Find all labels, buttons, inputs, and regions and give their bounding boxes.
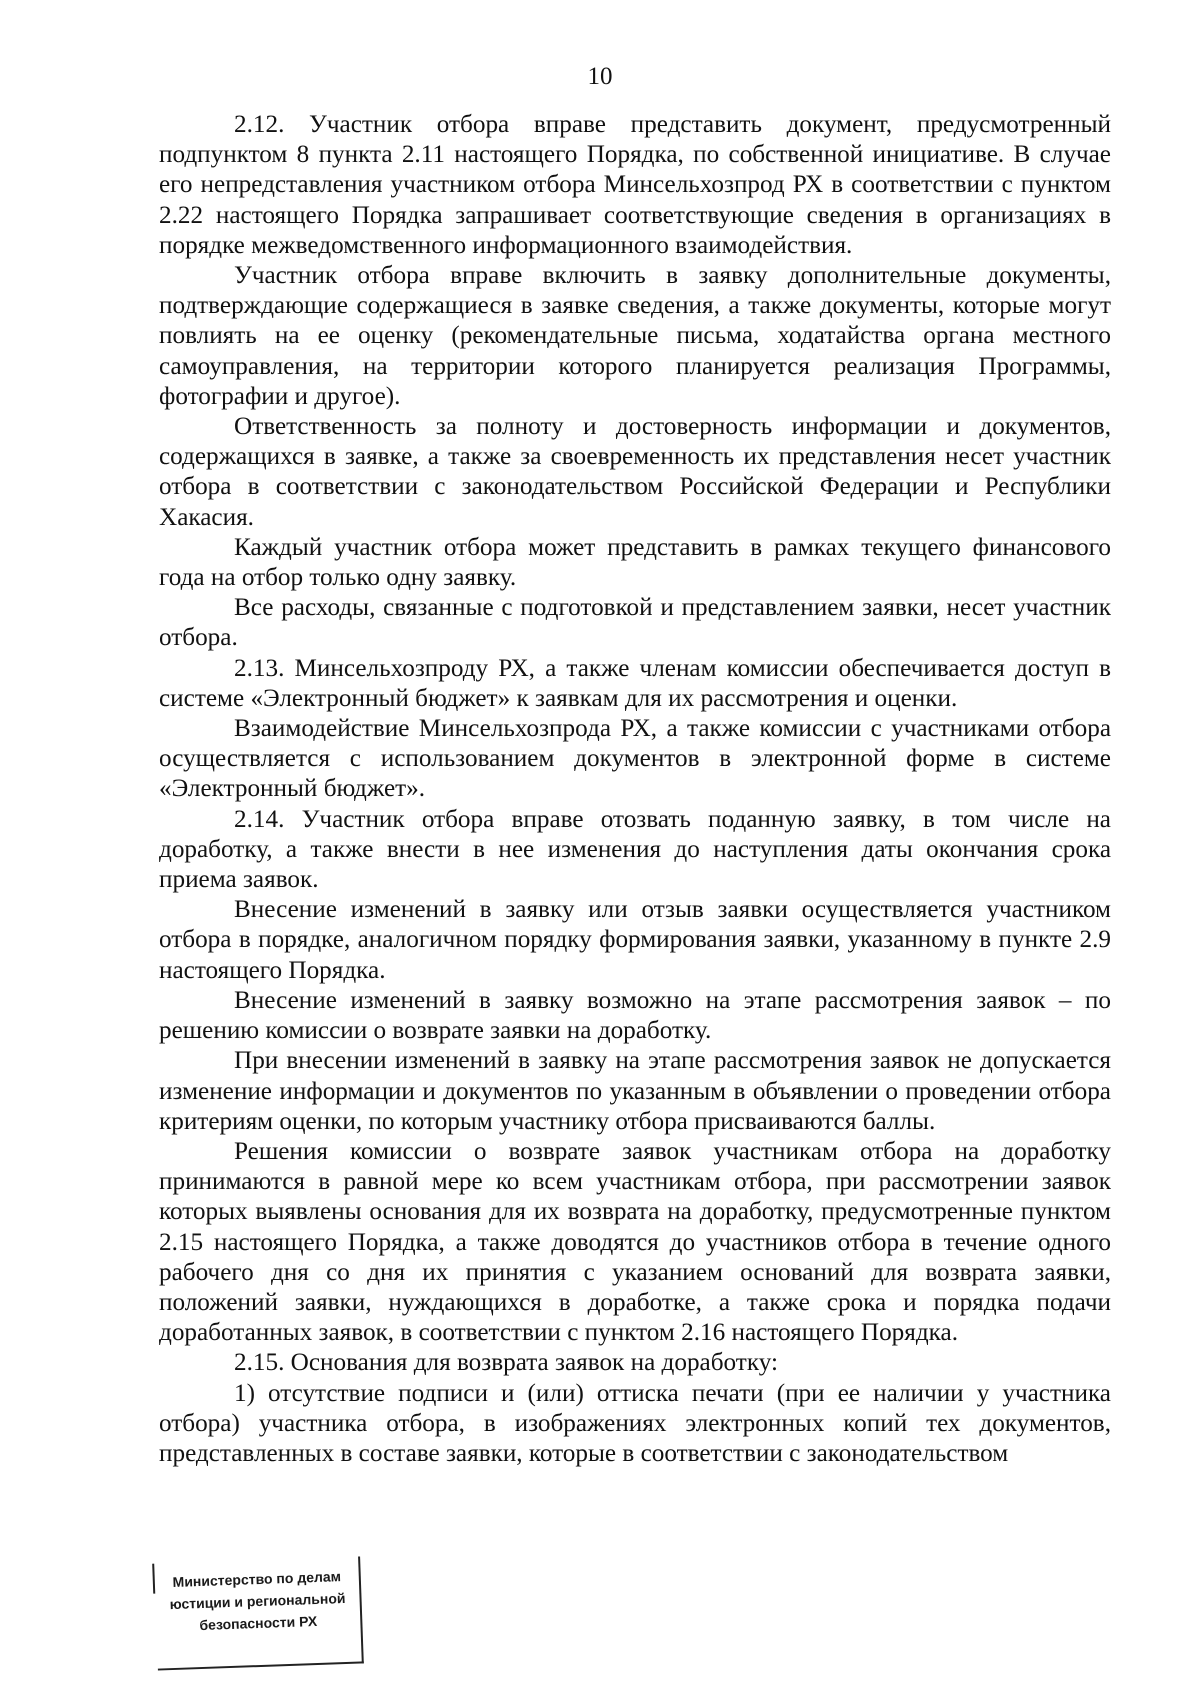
paragraph-commission-decisions: Решения комиссии о возврате заявок участникам отбора на доработку принимаются в равной мере ко всем участникам отбора, при рассмотрении заявок которых выявлены основания для их возврата на доработку, предусмотренные пунктом 2.15 настоящего Порядка, а также доводятся до участников отбора в течение одного рабочего дня со дня их принятия с указанием оснований для возврата заявки, положений заявки, нуждающихся в доработке, а также срока и порядка подачи доработанных заявок, в соответствии с пунктом 2.16 настоящего Порядка. <box>159 1137 1111 1347</box>
paragraph-changes-restriction: При внесении изменений в заявку на этапе рассмотрения заявок не допускается изменение информации и документов по указанным в объявлении о проведении отбора критериям оценки, по которым участнику отбора присваиваются баллы. <box>159 1047 1111 1135</box>
paragraph-additional-documents: Участник отбора вправе включить в заявку дополнительные документы, подтверждающие содержащиеся в заявке сведения, а также документы, которые могут повлиять на ее оценку (рекомендательные письма, ходатайства органа местного самоуправления, на территории которого планируется реализация Программы, фотографии и другое). <box>159 262 1111 410</box>
document-body <box>159 110 1111 1469</box>
ministry-stamp <box>154 1556 364 1670</box>
paragraph-2-13: 2.13. Минсельхозпроду РХ, а также членам комиссии обеспечивается доступ в системе «Электронный бюджет» к заявкам для их рассмотрения и оценки. <box>159 654 1111 712</box>
paragraph-changes-review-stage: Внесение изменений в заявку возможно на этапе рассмотрения заявок – по решению комиссии о возврате заявки на доработку. <box>159 986 1111 1045</box>
stamp-line-2: юстиции и региональной <box>169 1589 346 1613</box>
paragraph-expenses: Все расходы, связанные с подготовкой и представлением заявки, несет участник отбора. <box>159 594 1111 652</box>
paragraph-2-12: 2.12. Участник отбора вправе представить документ, предусмотренный подпунктом 8 пункта 2.11 настоящего Порядка, по собственной инициативе. В случае его непредставления участником отбора Минсельхозпрод РХ в соответствии с пунктом 2.22 настоящего Порядка запрашивает соответствующие сведения в организациях в порядке межведомственного информационного взаимодействия. <box>159 111 1111 259</box>
paragraph-2-14: 2.14. Участник отбора вправе отозвать поданную заявку, в том числе на доработку, а также внести в нее изменения до наступления даты окончания срока приема заявок. <box>159 805 1111 894</box>
paragraph-2-15-item-1: 1) отсутствие подписи и (или) оттиска печати (при ее наличии у участника отбора) участника отбора, в изображениях электронных копий тех документов, представленных в составе заявки, которые в соответствии с законодательством <box>159 1379 1111 1467</box>
stamp-line-3: безопасности РХ <box>199 1612 318 1634</box>
page-number: 10 <box>587 63 613 90</box>
paragraph-responsibility: Ответственность за полноту и достоверность информации и документов, содержащихся в заявке, а также за своевременность их представления несет участник отбора в соответствии с законодательством Российской Федерации и Республики Хакасия. <box>159 413 1111 531</box>
paragraph-interaction: Взаимодействие Минсельхозпрода РХ, а также комиссии с участниками отбора осуществляется с использованием документов в электронной форме в системе «Электронный бюджет». <box>159 715 1111 803</box>
stamp-line-1: Министерство по делам <box>172 1568 342 1590</box>
paragraph-2-15: 2.15. Основания для возврата заявок на доработку: <box>234 1349 778 1377</box>
paragraph-one-application: Каждый участник отбора может представить в рамках текущего финансового года на отбор только одну заявку. <box>159 533 1111 592</box>
paragraph-changes-withdrawal: Внесение изменений в заявку или отзыв заявки осуществляется участником отбора в порядке, аналогичном порядку формирования заявки, указанному в пункте 2.9 настоящего Порядка. <box>159 896 1111 984</box>
